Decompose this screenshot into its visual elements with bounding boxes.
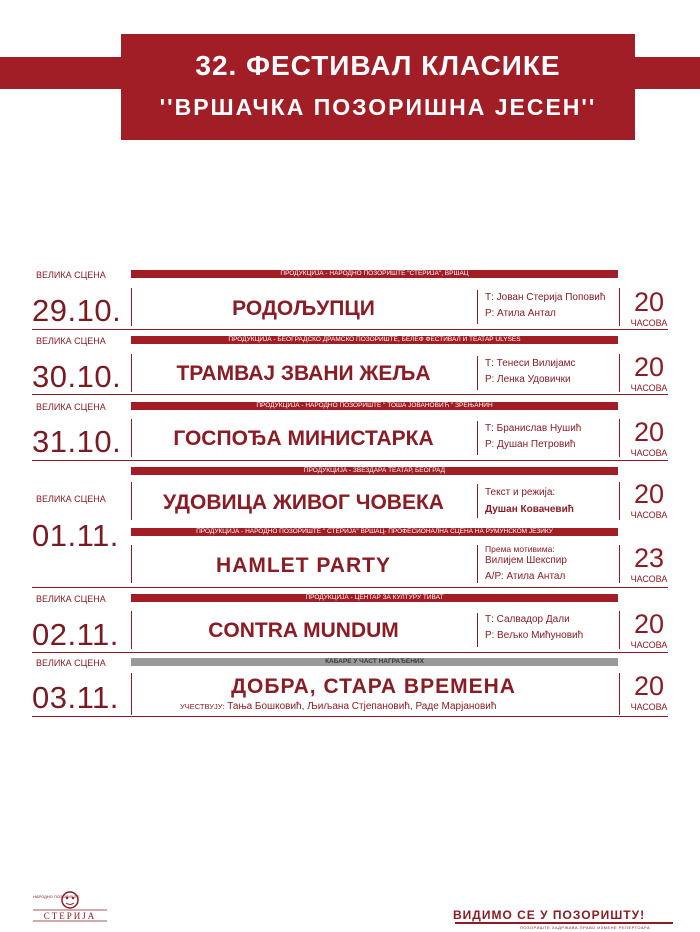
row-separator	[32, 716, 668, 717]
credit-director: Р: Ленка Удовички	[485, 374, 571, 385]
sterija-logo	[33, 890, 107, 926]
stage-label: ВЕЛИКА СЦЕНА	[36, 270, 106, 280]
row-separator	[32, 460, 668, 461]
row-separator	[32, 394, 668, 395]
production-bar: ПРОДУКЦИЈА - НАРОДНО ПОЗОРИШТЕ "СТЕРИЈА", ВРШАЦ	[131, 270, 618, 278]
show-time: 20	[633, 671, 665, 701]
divider	[619, 673, 620, 715]
credit-label: Текст и режија:	[485, 487, 556, 498]
cast-line	[180, 701, 496, 712]
production-bar: ПРОДУКЦИЈА - НАРОДНО ПОЗОРИШТЕ " СТЕРИЈА" ВРШАЦ- ПРОФЕСИОНАЛНА СЦЕНА НА РУМУНСКОМ ЈЕЗИКУ	[131, 528, 618, 536]
production-bar: ПРОДУКЦИЈА - ЗВЕЗДАРА ТЕАТАР, БЕОГРАД	[131, 467, 618, 475]
production-bar: ПРОДУКЦИЈА - БЕОГРАДСКО ДРАМСКО ПОЗОРИШТЕ, БЕЛЕФ ФЕСТИВАЛ И ТЕАТАР ULYSES	[131, 336, 618, 344]
credit-director: А/Р: Атила Антал	[485, 571, 566, 582]
divider	[477, 356, 478, 390]
logo-top-text: НАРОДНО ПОЗОРИШТЕ	[33, 894, 80, 899]
divider	[477, 290, 478, 324]
divider	[619, 611, 620, 649]
footer-rule	[455, 922, 673, 924]
credit-author: Т: Тенеси Вилијамс	[485, 358, 576, 369]
divider	[477, 484, 478, 518]
show-date: 30.10.	[32, 359, 122, 394]
show-title: РОДОЉУПЦИ	[232, 297, 375, 320]
credit-author: Т: Јован Стерија Поповић	[485, 292, 606, 303]
stage-label: ВЕЛИКА СЦЕНА	[36, 336, 106, 346]
cast-label: УЧЕСТВУЈУ:	[180, 702, 225, 711]
divider	[619, 545, 620, 583]
credit-director: Р: Душан Петровић	[485, 439, 576, 450]
show-date: 29.10.	[32, 293, 122, 328]
show-title: УДОВИЦА ЖИВОГ ЧОВЕКА	[163, 491, 444, 514]
show-title: ТРАМВАЈ ЗВАНИ ЖЕЉА	[176, 362, 431, 385]
show-date: 03.11.	[32, 680, 119, 715]
production-bar: ПРОДУКЦИЈА - НАРОДНО ПОЗОРИШТЕ " ТОША ЈОВАНОВИЋ " ЗРЕЊАНИН	[131, 402, 618, 410]
cast-names: Тања Бошковић, Љиљана Стјепановић, Раде Марјановић	[227, 701, 497, 712]
production-bar: ПРОДУКЦИЈА - ЦЕНТАР ЗА КУЛТУРУ ТИВАТ	[131, 594, 618, 602]
show-title: CONTRA MUNDUM	[208, 619, 399, 642]
hours-label: ЧАСОВА	[630, 448, 668, 458]
credit-author: Т: Бранислав Нушић	[485, 423, 582, 434]
show-time: 20	[633, 609, 665, 639]
show-title: HAMLET PARTY	[216, 554, 391, 577]
stage-label: ВЕЛИКА СЦЕНА	[36, 402, 106, 412]
header-box	[121, 34, 635, 140]
stage-label: ВЕЛИКА СЦЕНА	[36, 658, 106, 668]
show-title: ДОБРА, СТАРА ВРЕМЕНА	[231, 675, 516, 698]
stage-label: ВЕЛИКА СЦЕНА	[36, 594, 106, 604]
divider	[477, 545, 478, 583]
footer-slogan: ВИДИМО СЕ У ПОЗОРИШТУ!	[453, 908, 646, 922]
festival-title: 32. ФЕСТИВАЛ КЛАСИКЕ	[195, 50, 561, 81]
divider	[477, 421, 478, 455]
hours-label: ЧАСОВА	[630, 383, 668, 393]
show-time: 20	[633, 479, 665, 509]
show-time: 20	[633, 417, 665, 447]
hours-label: ЧАСОВА	[630, 318, 668, 328]
hours-label: ЧАСОВА	[630, 574, 668, 584]
show-time: 23	[633, 543, 665, 573]
row-separator	[32, 587, 668, 588]
production-bar: КАБАРЕ У ЧАСТ НАГРАЂЕНИХ	[131, 658, 618, 666]
divider	[477, 613, 478, 647]
row-separator	[32, 329, 668, 330]
stage-label: ВЕЛИКА СЦЕНА	[36, 494, 106, 504]
show-time: 20	[633, 352, 665, 382]
logo-name: СТЕРИЈА	[43, 911, 97, 921]
divider	[619, 354, 620, 392]
festival-subtitle: ''ВРШАЧКА ПОЗОРИШНА ЈЕСЕН''	[159, 94, 597, 120]
row-separator	[32, 652, 668, 653]
credit-author: Вилијем Шекспир	[485, 555, 567, 566]
hours-label: ЧАСОВА	[630, 510, 668, 520]
divider	[619, 419, 620, 457]
show-date: 01.11.	[32, 518, 119, 553]
hours-label: ЧАСОВА	[630, 702, 668, 712]
credit-director: Р: Вељко Мићуновић	[485, 630, 584, 641]
credit-author: Т: Салвадор Дали	[485, 614, 570, 625]
credit-director: Душан Ковачевић	[485, 504, 574, 515]
show-date: 31.10.	[32, 424, 122, 459]
credit-label: Према мотивима:	[485, 544, 555, 554]
credit-director: Р: Атила Антал	[485, 308, 556, 319]
footer-disclaimer: ПОЗОРИШТЕ ЗАДРЖАВА ПРАВО ИЗМЕНЕ РЕПЕРТОАРА	[520, 925, 651, 930]
show-title: ГОСПОЂА МИНИСТАРКА	[173, 427, 434, 450]
hours-label: ЧАСОВА	[630, 640, 668, 650]
show-time: 20	[633, 287, 665, 317]
divider	[619, 288, 620, 326]
show-date: 02.11.	[32, 617, 119, 652]
divider	[619, 482, 620, 520]
